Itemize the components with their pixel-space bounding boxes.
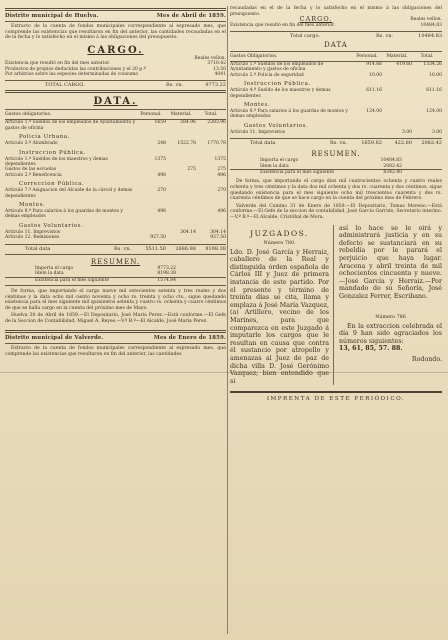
extraction-text: En la extraccion celebrada el día 9 han sido agraciados los números siguientes: [339,322,442,345]
cargo-heading-2: CARGO. [299,15,333,24]
printer-notice: IMPRENTA DE ESTE PERIÓDICO. [230,391,442,402]
row-label: Existencia que resultó en fin del mes anterior. [230,22,336,28]
table-cell-c2 [166,235,196,240]
data-heading-2: DATA [324,41,348,49]
section-heading: Policía Urbana. [19,134,70,141]
table-cell-c3: 927.50 [210,235,226,241]
top-rule [5,8,226,11]
cargo-colhead: Reales vellon. [194,55,226,61]
juzgados-heading: JUZGADOS. [250,228,309,238]
data-total-total: 8198.38 [205,245,226,252]
cargo-total-row-2 [230,31,442,39]
data-table-head-2 [230,51,442,62]
resumen-total-row-2 [230,169,442,175]
row-value: 10484.83 [420,22,442,28]
juzgados-text: Ldo. D. José García y Herraiz, caballero de la Real y distinguida órden española de Cárlos III y Juez de primera instancia de este partido. Por el presente y término de treinta días se cita, llama y emplaza á José María Vazquez, (a) Artillero, vecino de los Marines, para que comparezca en este Juzgado á imputarle los cargos que le resultan en causa que contra él sustancio por atropello y amenazas al Juez de paz de dicha villa D. José Gerónimo Vazquez; bien entendido que si [230,248,329,385]
table-cell-c3: 3.00 [431,129,442,135]
data-total-unit: Rs. vn. [114,245,132,252]
table-row-label: Artículo 4.º Sueldo de los maestros y demas dependientes [230,88,331,99]
table-row-label: Artículo 2.º Policía de seguridad [230,72,304,78]
place-name: Rodondo. [411,355,442,363]
row-value: 4041 [214,72,226,77]
table-cell-c1: 496 [157,209,166,215]
cargo-total-value-2: 10484.83 [418,33,442,39]
resumen-rows-2 [230,158,442,169]
cargo-colhead-2: Reales vellon. [410,17,442,23]
table-cell-c2 [166,157,196,168]
column-divider [227,6,228,634]
valverde-header [5,335,226,341]
data-total-material: 2686.88 [175,245,196,252]
table-cell-c3: 1375 [214,156,226,162]
row-value: 10484.83 [380,158,402,164]
table-cell-c2 [382,73,412,78]
resumen-total-label-2: Existencia para el mes siguiente [260,170,335,176]
rule [5,21,226,22]
cargo-total-unit-2: Rs. vn. [376,33,394,39]
data-total-personal-2: 1659.82 [361,140,382,147]
table-row-label: Artículo 8.º Para salarios á los guardas de montes y demas empleados [5,209,123,220]
district-title-2: Distrito municipal de Valverde. [5,335,104,342]
data-total-personal: 5511.50 [145,245,166,252]
table-cell-c3: 124.00 [426,109,442,115]
data-head-label-2: Gastos Obligatorios. [230,54,278,59]
table-cell-c2: 3.00 [401,129,412,135]
table-cell-c3: 1334.26 [423,62,442,67]
table-cell-c1: 124.00 [366,109,382,115]
table-cell-c2 [166,188,196,199]
data-total-row-2 [230,138,442,146]
resumen-total-value: 1574.84 [157,277,176,283]
table-row [230,73,442,78]
district-title: Distrito municipal de Huelva. [5,13,99,19]
section-heading: Correccion Pública. [19,181,85,188]
table-row-label: Artículo 11. Imprevistos [230,129,286,135]
row-value: 8198.38 [157,271,176,277]
table-row-label: Artículo 1.º Sueldos de los maestros y demas dependientes [5,156,108,168]
cargo-heading: CARGO. [87,44,144,56]
intro-text: Extracto de la cuenta de fondos municipales correspondiente al espresado mes, que comprende las existencias que resultaron en fin del anterior, las cantidades recaudadas en el de la fecha y lo satisfecho en el mismo á las obligaciones del presupuesto. [5,24,226,41]
data-table-head [5,109,226,120]
table-cell-c2: 419.60 [396,62,412,67]
table-row-label: Artículo 12. Remisiones [5,235,60,241]
table-cell-c1: 914.66 [366,62,382,67]
section-heading: Montes. [244,102,271,109]
table-cell-c1: 1659 [154,120,166,126]
table-row [5,188,226,199]
data-total-label: Total data [25,245,51,252]
table-row-label: Gastos de las escuelas [5,167,57,173]
rule [5,254,226,255]
row-value: 2082.42 [383,163,402,169]
data-total-total-2: 2082.42 [421,140,442,147]
cargo-total-value: 9773.22 [205,82,226,89]
right-column [230,6,442,634]
table-cell-c3: 270 [217,188,226,194]
table-row [5,209,226,220]
table-row [5,141,226,146]
intro-text-2: Extracto de la cuenta de fondos municipales correspondiente al espresado mes, que comprende las existencias que resultaron en fin del anterior, las cantidades [5,346,226,358]
data-heading: DATA. [93,96,138,108]
table-cell-c3: 496 [217,172,226,178]
table-cell-c1: 270 [157,188,166,194]
resumen-rows [5,266,226,277]
section-heading: Instruccion Pública. [19,149,86,156]
juzgados-column [230,225,334,386]
data-total-label-2: Total data [250,140,276,147]
table-cell-c2: 1522.78 [177,141,196,147]
row-label: Importa el cargo [35,265,74,271]
lower-section [230,225,442,386]
table-cell-c3: 2283.96 [207,120,226,126]
lottery-numbers: 13, 61, 85, 57. 88. [339,345,403,353]
month-title-2: Mes de Enero de 1859. [153,335,226,342]
data-total-row [5,244,226,252]
table-cell-c1: 1375 [154,156,166,162]
signature-text-2: Valverde del Camino 31 de Enero de 1859.—El Depositario, Tomas Moreno.—Está conforme.—El Gefe de la seccion de contabilidad, José García Garrido, Secretario interino.—V.º B.º—El Alcalde, Cristóbal de Mora. [230,203,442,221]
value-row [35,271,176,276]
table-row [230,130,442,135]
month-title: Mes de Abril de 1859. [156,13,226,19]
row-value: 9773.22 [157,265,176,271]
data-table-body-2 [230,62,442,135]
table-row [230,88,442,99]
intro-tail-text: recaudadas en el de la fecha y lo satisfecho en el mismo á las obligaciones del presupuesto. [230,6,442,17]
data-head-total-2: Total. [420,54,434,59]
cargo-total-row [5,80,226,88]
row-label: Existencia que resultó en fin del mes anterior. [5,61,111,67]
table-cell-c3: 275 [217,167,226,173]
table-row [5,235,226,240]
row-label: Por arbitrios sobre las especies determinadas de consumo [5,72,139,77]
rule [5,285,226,286]
table-cell-c1: 10.00 [369,72,382,78]
table-cell-c2 [382,88,412,99]
resumen-total-value-2: 8342.40 [383,170,402,176]
table-cell-c2 [382,109,412,120]
cargo-total-unit: Rs. vn. [166,82,184,89]
resumen-heading-2: RESUMEN. [311,150,361,159]
table-cell-c2: 304.14 [180,229,196,235]
table-cell-c2: 275 [187,167,196,173]
row-value: 13.50 [213,66,226,72]
data-head-total: Total. [204,112,218,118]
section-heading: Gastos Voluntarios. [19,222,84,229]
data-total-unit-2: Rs. vn. [330,140,348,147]
table-row-label: Artículo 2.º Beneficencia [5,172,62,178]
resumen-total-label: Existencia para el mes siguiente [35,277,110,283]
second-number: Número 786 [375,314,406,320]
table-row-label: Artículo 11. Imprevistos [5,229,61,235]
edict-continuation: así lo hace se le oirá y administrará justicia y en su defecto se sustanciará en su rebeldía por le parará el perjuicio que haya lugar. Aracena y abril treinta de mil ochocientos cincuenta y nueve.—José García y Herraiz.—Por mandado de su Señoría, José Gonzalez Ferrer, Escribano. [339,224,442,300]
table-row [5,173,226,178]
value-row [230,23,442,28]
value-row [5,72,226,77]
value-row [260,164,402,169]
table-cell-c1: 927.50 [150,235,166,241]
cargo-rows [5,61,226,77]
table-cell-c3: 611.16 [426,88,442,94]
table-cell-c2 [166,209,196,220]
cargo-total-label-2: Total cargo. [290,33,321,39]
huelva-header [5,13,226,19]
row-label: Idem la data [260,163,289,169]
table-row-label: Artículo 7.º Asignacion del Alcaide de la cárcel y demas dependientes [5,188,133,199]
table-cell-c1: 248 [157,141,166,147]
data-table-body [5,120,226,240]
data-head-material: Material. [170,112,192,118]
rule [5,343,226,344]
data-head-material-2: Material. [386,54,408,59]
juzgados-number: Número 780. [263,240,296,246]
table-row-label: Artículo 8.º Para salarios á los guardas de montes y demas empleados [230,109,348,120]
cargo-rows-2 [230,23,442,28]
row-label: Productos de propios deducidas las contribuciones y el 20 p.º [5,66,146,72]
data-head-label: Gastos obligatorios. [5,112,52,118]
table-row-label: Artículo 1.º Sueldos de los empleados de Ayuntamiento y gastos de oficina [5,120,136,131]
data-head-personal: Personal. [140,112,162,118]
cargo-total-label: TOTAL CARGO. [45,82,85,89]
table-cell-c1: 496 [157,172,166,178]
table-row-label: Artículo 3.º Alumbrado [5,141,58,147]
resumen-heading: RESUMEN. [90,257,141,266]
closing-text-2: De forma, que importando el cargo diez mil cuatrocientos ochenta y cuatro reales ochenta y tres céntimos y la data dos mil ochenta y dos rs. cuarenta y dos céntimos, sigue quedando existencia para el mes siguiente ocho mil trescientos cuarenta y dos rs. cuarenta céntimos de que se hace cargo en la cuenta del próximo mes de Febrero. [230,179,442,202]
edict-column [334,225,442,386]
section-heading: Montes. [19,202,46,209]
table-cell-c3: 1770.78 [207,141,226,147]
section-heading: Gastos Voluntarios. [244,122,309,129]
table-cell-c3: 496 [217,209,226,215]
rule [5,330,226,333]
signature-text: Huelva 30 de Abril de 1859.—El Depositario, José María Perez.—Está conforme.—El Gefe de la Seccion de Contabilidad, Miguel A. Reyes.—V.º B.º—El Alcalde, José María Perez. [5,313,226,324]
section-heading: Instruccion Pública. [244,81,311,88]
table-cell-c2 [166,173,196,178]
table-row [230,109,442,120]
rule [5,90,226,93]
row-value: 3718.42 [207,61,226,67]
table-row [230,62,442,73]
row-label: Idem la data [35,271,64,277]
row-label: Importa el cargo [260,158,299,164]
table-cell-c3: 10.00 [429,72,442,78]
table-row-label: Artículo 1.º Sueldos de los empleados de Ayuntamiento y gastos de oficina [230,62,324,73]
table-cell-c3: 304.14 [210,229,226,235]
left-column [5,6,226,634]
table-cell-c1: 611.16 [366,88,382,94]
table-cell-c2: 584.96 [180,120,196,126]
data-head-personal-2: Personal. [356,54,378,59]
table-row [5,157,226,168]
table-row [5,120,226,131]
table-cell-c1 [352,130,382,135]
closing-text: De forma, que importando el cargo nueve mil setecientos setenta y tres reales y dos céntimos y la data ocho mil ciento noventa y ocho rs. treinta y ocho cts., sigue quedando existencia para el mes siguiente mil quinientos setenta y cuatro rs. ochenta y cuatro céntimos de que se halla cargo en la cuenta del próximo mes de Mayo. [5,288,226,311]
resumen-total-row [5,277,226,283]
data-total-material-2: 422.60 [394,140,412,147]
